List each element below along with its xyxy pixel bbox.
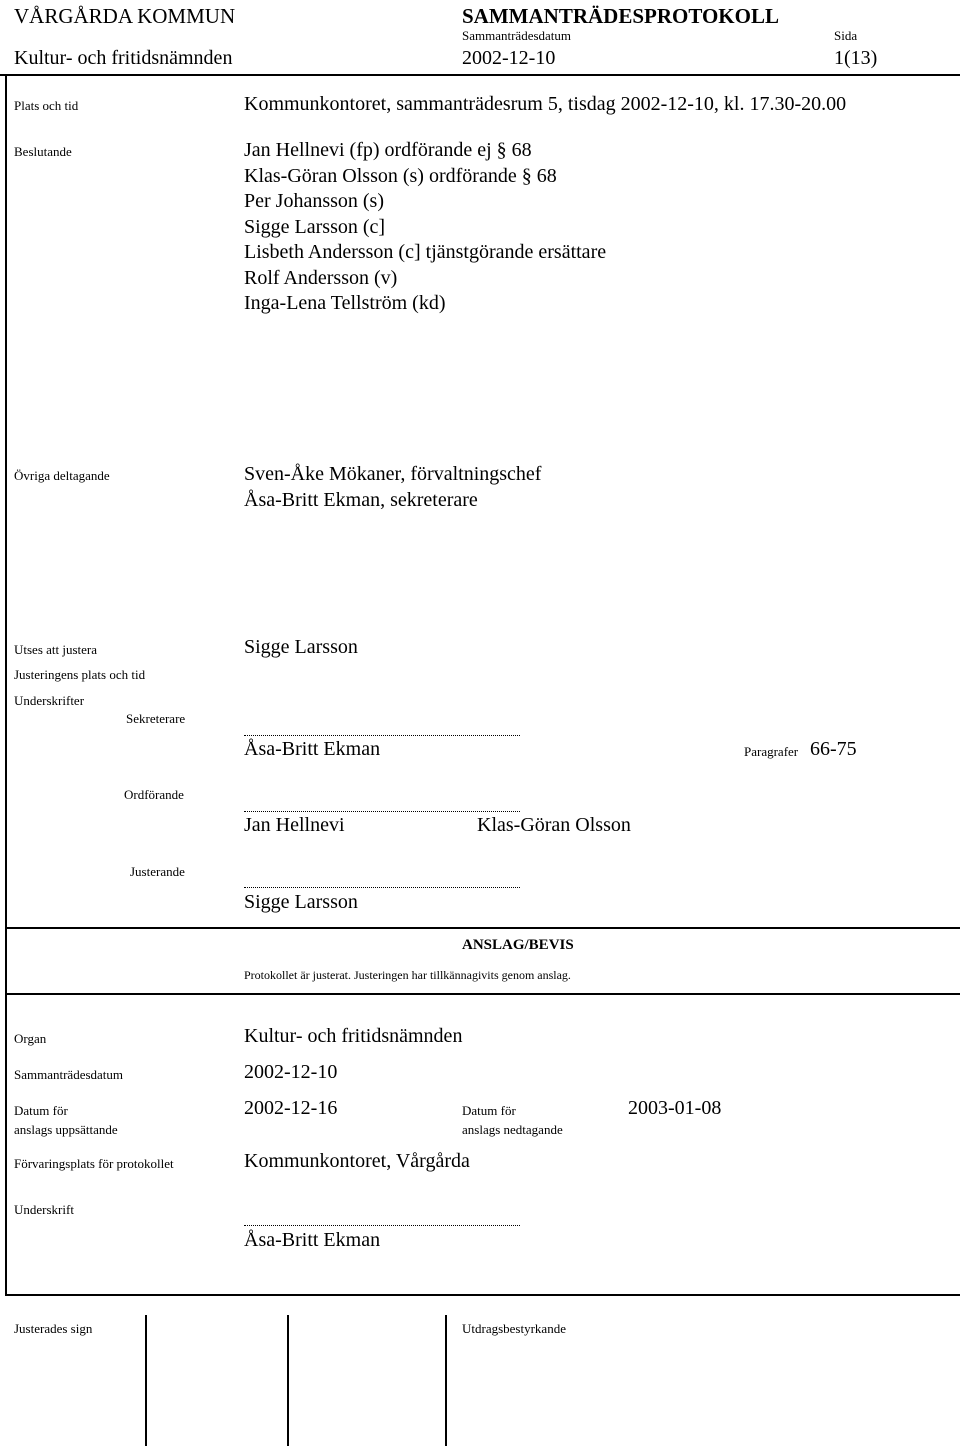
removal-date-label-2: anslags nedtagande: [462, 1122, 563, 1137]
member-item: Lisbeth Andersson (c] tjänstgörande ersättare: [244, 241, 607, 263]
secretary-name: Åsa-Britt Ekman: [244, 738, 381, 760]
organ-value: Kultur- och fritidsnämnden: [244, 1025, 463, 1047]
storage-value: Kommunkontoret, Vårgårda: [244, 1150, 470, 1172]
notice-title: ANSLAG/BEVIS: [462, 937, 574, 953]
member-item: Per Johansson (s): [244, 190, 384, 212]
chair-label: Ordförande: [124, 787, 184, 802]
member-item: Jan Hellnevi (fp) ordförande ej § 68: [244, 139, 532, 161]
notice-signature-line: [244, 1225, 520, 1226]
meeting-date-label: Sammanträdesdatum: [462, 28, 572, 43]
decision-makers-list: [244, 140, 606, 319]
adjusted-sign-label: Justerades sign: [14, 1321, 93, 1336]
removal-date-label: Datum för: [462, 1103, 516, 1118]
municipality-name: VÅRGÅRDA KOMMUN: [14, 4, 236, 28]
notice-meeting-date-label: Sammanträdesdatum: [14, 1067, 124, 1082]
posting-date-label: Datum för: [14, 1103, 68, 1118]
footer-divider: [287, 1315, 289, 1446]
other-participants-list: [244, 464, 541, 515]
extract-certification-label: Utdragsbestyrkande: [462, 1321, 566, 1336]
decision-makers-label: Beslutande: [14, 144, 72, 159]
signature-label: Underskrift: [14, 1202, 74, 1217]
page-label: Sida: [834, 28, 858, 43]
footer-top-rule: [5, 1294, 960, 1296]
document-type: SAMMANTRÄDESPROTOKOLL: [462, 4, 779, 28]
notice-top-rule: [5, 927, 960, 929]
chair-name-2: Klas-Göran Olsson: [477, 814, 631, 836]
other-participants-label: Övriga deltagande: [14, 468, 110, 483]
member-item: Inga-Lena Tellström (kd): [244, 292, 446, 314]
adjuster-label: Justerande: [130, 864, 185, 879]
chair-name: Jan Hellnevi: [244, 814, 345, 836]
member-item: Rolf Andersson (v): [244, 266, 398, 289]
signatures-label: Underskrifter: [14, 693, 85, 708]
notice-signature-name: Åsa-Britt Ekman: [244, 1229, 381, 1251]
adjuster-name: Sigge Larsson: [244, 891, 358, 913]
left-border: [5, 74, 7, 1294]
appointed-adjuster-value: Sigge Larsson: [244, 636, 358, 658]
footer-divider: [445, 1315, 447, 1446]
member-item: Sigge Larsson (c]: [244, 215, 386, 238]
removal-date-value: 2003-01-08: [628, 1097, 722, 1119]
secretary-signature-line: [244, 735, 520, 736]
header-rule: [0, 74, 960, 76]
footer-divider: [145, 1315, 147, 1446]
place-time-value: Kommunkontoret, sammanträdesrum 5, tisdag 2002-12-10, kl. 17.30-20.00: [244, 93, 847, 115]
meeting-date: 2002-12-10: [462, 47, 556, 69]
storage-label: Förvaringsplats för protokollet: [14, 1156, 174, 1171]
posting-date-value: 2002-12-16: [244, 1097, 338, 1119]
participant-item: Åsa-Britt Ekman, sekreterare: [244, 488, 478, 511]
paragraphs-label: Paragrafer: [744, 744, 799, 759]
member-item: Klas-Göran Olsson (s) ordförande § 68: [244, 164, 557, 187]
chair-signature-line: [244, 811, 520, 812]
adjuster-signature-line: [244, 887, 520, 888]
place-time-label: Plats och tid: [14, 98, 79, 113]
paragraphs-value: 66-75: [810, 738, 857, 760]
organ-label: Organ: [14, 1031, 47, 1046]
participant-item: Sven-Åke Mökaner, förvaltningschef: [244, 463, 542, 485]
page-number: 1(13): [834, 47, 878, 69]
posting-date-label-2: anslags uppsättande: [14, 1122, 118, 1137]
committee-name: Kultur- och fritidsnämnden: [14, 47, 233, 69]
appointed-adjuster-label: Utses att justera: [14, 642, 98, 657]
notice-bottom-rule: [5, 993, 960, 995]
notice-statement: Protokollet är justerat. Justeringen har tillkännagivits genom anslag.: [244, 968, 571, 982]
secretary-label: Sekreterare: [126, 711, 186, 726]
notice-meeting-date-value: 2002-12-10: [244, 1061, 338, 1083]
adjustment-place-time-label: Justeringens plats och tid: [14, 667, 146, 682]
